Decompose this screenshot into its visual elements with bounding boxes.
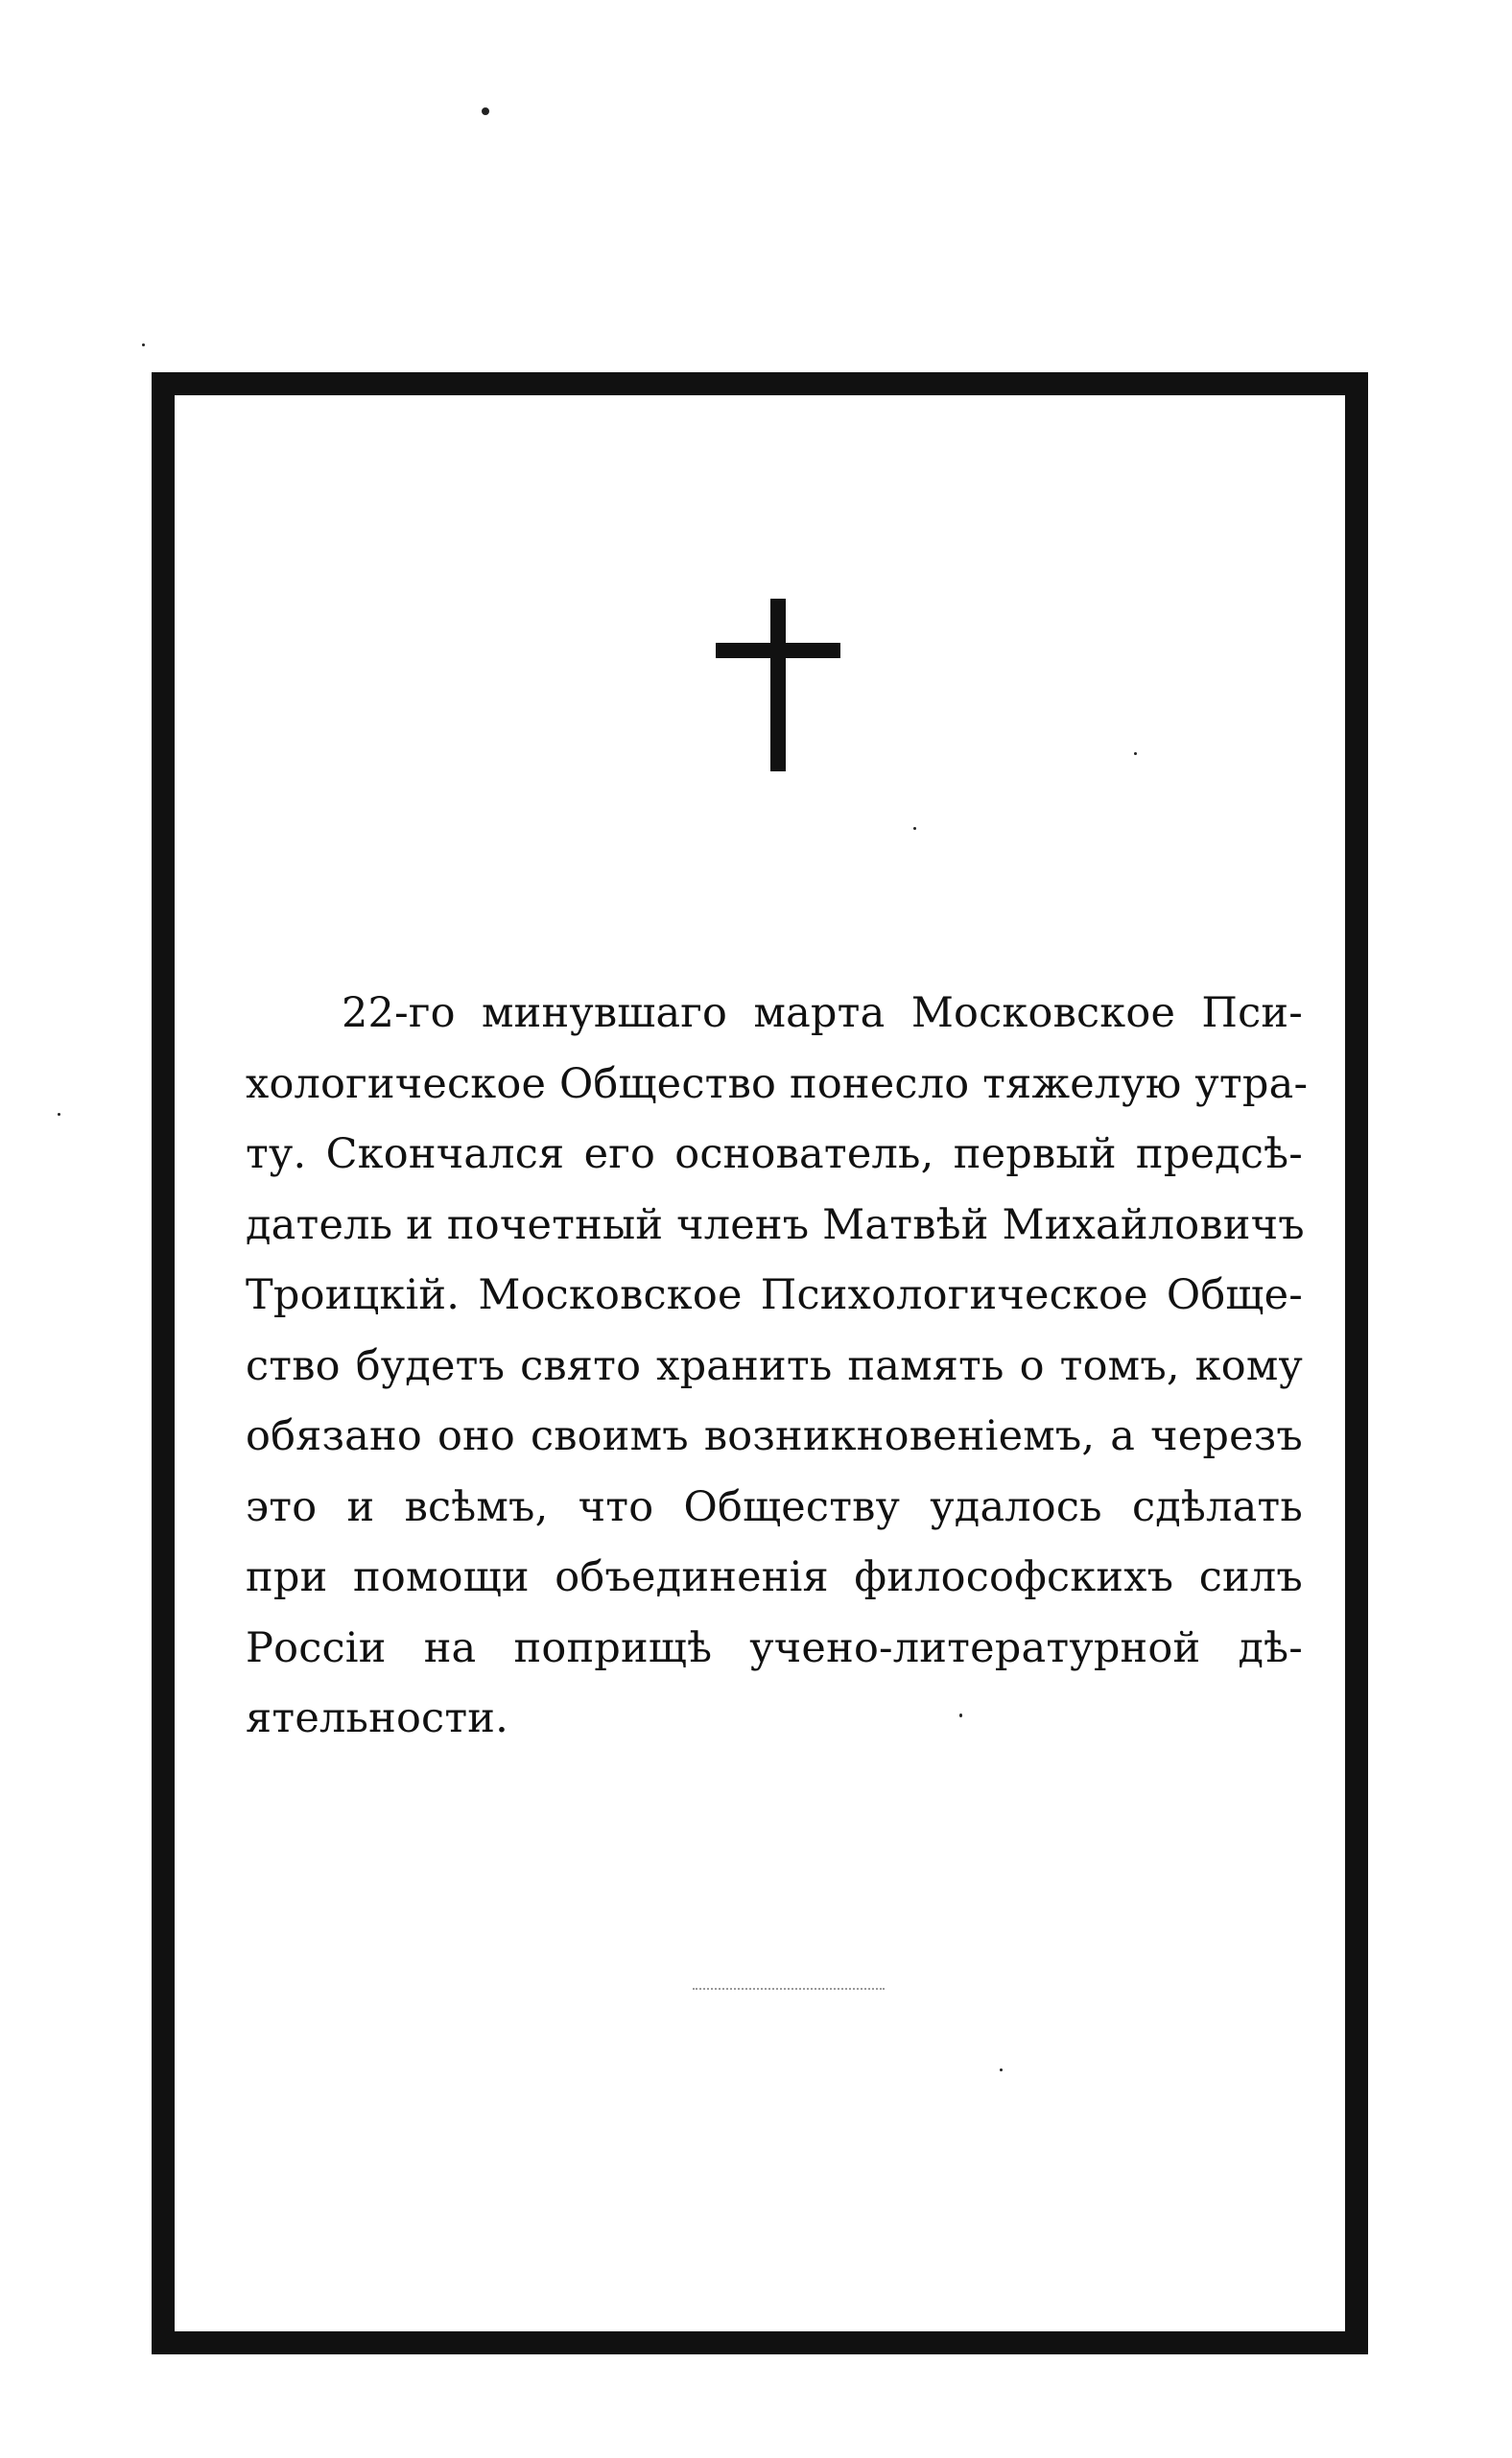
print-speck [58, 1113, 60, 1116]
obituary-line: 22-го минувшаго марта Московское Пси- [342, 989, 1303, 1037]
obituary-line: ту. Скончался его основатель, первый предсѣ- [246, 1130, 1303, 1178]
obituary-line: Троицкій. Московское Психологическое Обще- [246, 1271, 1303, 1319]
obituary-line: датель и почетный членъ Матвѣй Михайловичъ [246, 1200, 1305, 1249]
cross-vertical-bar [770, 599, 786, 771]
print-speck [1134, 752, 1137, 755]
obituary-line: хологическое Общество понесло тяжелую утра- [246, 1059, 1309, 1108]
cross-horizontal-bar [716, 643, 840, 658]
obituary-text [246, 979, 1309, 1755]
print-speck [142, 343, 145, 346]
obituary-line: ство будетъ свято хранить память о томъ, кому [246, 1341, 1303, 1390]
obituary-line: Россіи на поприщѣ учено-литературной дѣ- [246, 1623, 1303, 1672]
faint-dotted-mark [693, 1988, 885, 1992]
print-speck [913, 827, 916, 830]
mourning-border-frame [152, 372, 1368, 2354]
print-speck [1000, 2068, 1003, 2071]
obituary-line: ятельности. [246, 1694, 509, 1742]
print-speck [482, 107, 489, 115]
obituary-line: это и всѣмъ, что Обществу удалось сдѣлать [246, 1482, 1303, 1531]
obituary-line: обязано оно своимъ возникновеніемъ, а черезъ [246, 1412, 1303, 1460]
obituary-line: при помощи объединенія философскихъ силъ [246, 1553, 1303, 1601]
latin-cross-icon [716, 599, 840, 771]
